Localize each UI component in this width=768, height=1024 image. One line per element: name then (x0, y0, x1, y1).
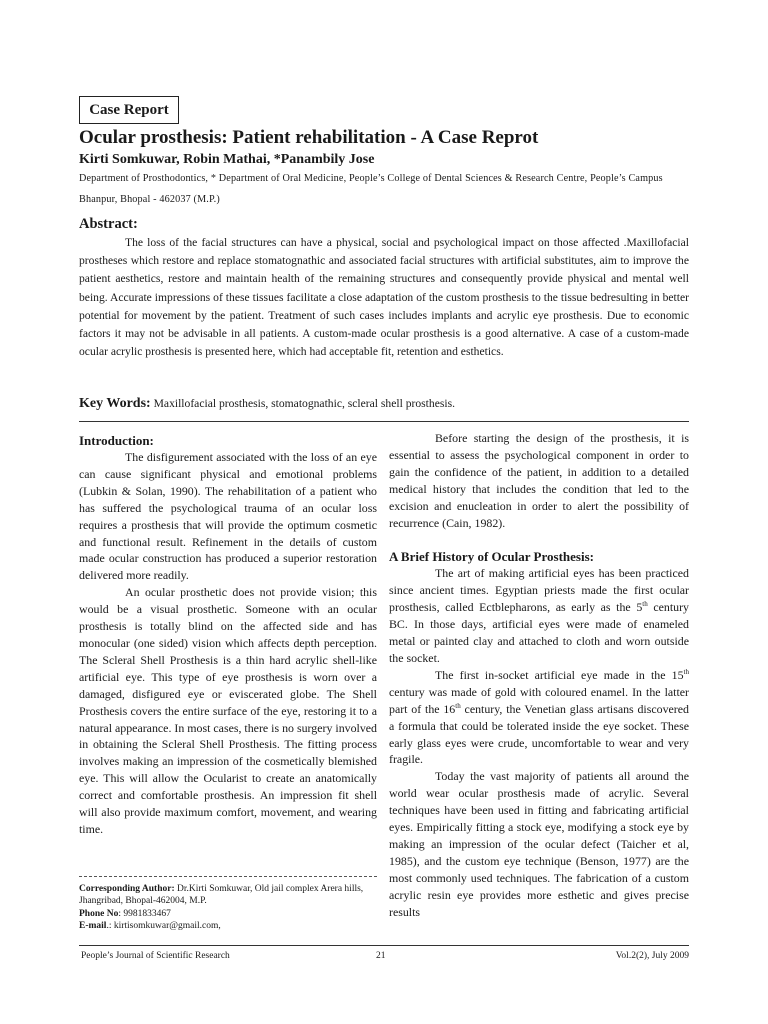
article-title: Ocular prosthesis: Patient rehabilitation - A Case Reprot (79, 127, 539, 148)
affiliation-line-1: Department of Prosthodontics, * Department of Oral Medicine, People’s College of Dental Sciences & Research Centre, People’s Campus (79, 173, 663, 184)
history-p2-text-b: century was made of gold with coloured enamel. In the latter part of the 16 (389, 684, 689, 716)
footnote-divider (79, 876, 377, 877)
abstract-heading: Abstract: (79, 216, 138, 232)
footer-divider (79, 945, 689, 946)
phone-label: Phone No (79, 908, 119, 919)
introduction-paragraph-2: An ocular prosthetic does not provide vision; this would be a visual prosthetic. Someone with an ocular prosthesis is totally blind on the affected side and has monocular (one sided) vision which affects depth perception. The Scleral Shell Prosthesis is a thin hard acrylic shell-like artificial eye. This type of eye prosthesis is worn over a damaged, disfigured eye or eviscerated globe. The Shell Prosthesis covers the entire surface of the eye, restoring it to a natural appearance. In most cases, there is no surgery involved in obtaining the Scleral Shell Prosthesis. The fitting process involves making an impression of the cosmetically blemished eye. This will allow the Ocularist to create an anatomically correct and comfortable prosthesis. An impression fit shell will also provide maximum comfort, movement, and wearing time. (79, 585, 377, 836)
section-divider (79, 421, 689, 422)
authors: Kirti Somkuwar, Robin Mathai, *Panambily Jose (79, 152, 375, 167)
history-heading: A Brief History of Ocular Prosthesis: (389, 549, 594, 565)
history-paragraph-3: Today the vast majority of patients all around the world wear ocular prosthesis made of acrylic. Several techniques have been used in fitting and fabricating artificial eyes. Empirically fitting a stock eye, modifying a stock eye by making an impression of the ocular defect (Taicher et al, 1985), and the custom eye technique (Benson, 1977) are the most commonly used techniques. The fabrication of a custom acrylic resin eye provides more esthetic and gives precise results (389, 769, 689, 919)
footer-volume: Vol.2(2), July 2009 (615, 951, 689, 961)
corresponding-label: Corresponding Author: (79, 884, 175, 894)
footer-page-number: 21 (376, 951, 386, 961)
introduction-paragraph-1: The disfigurement associated with the loss of an eye can cause significant physical and emotional problems (Lubkin & Solan, 1990). The rehabilitation of a patient who has suffered the psychological trauma of an ocular loss requires a prosthesis that will provide the optimum cosmetic and functional result. Refinement in the details of custom made ocular construction has produced a superior restoration delivered more readily. (79, 450, 377, 583)
history-p1-text-b: century BC. In those days, artificial eyes were made of enameled metal or painted clay and attached to cloth and worn outside the socket. (389, 600, 689, 665)
history-paragraph-1 (389, 565, 689, 666)
affiliation-line-2: Bhanpur, Bhopal - 462037 (M.P.) (79, 194, 220, 205)
history-p1-text-a: The art of making artificial eyes has been practiced since ancient times. Egyptian priests made the first ocular prosthesis, called Ectblepharons, as early as the 5 (389, 566, 689, 615)
email-label: E-mail (79, 920, 107, 931)
affiliation (79, 168, 693, 210)
left-column (79, 432, 377, 838)
history-p2-text-a: The first in-socket artificial eye made in the 15 (435, 667, 684, 682)
case-report-label: Case Report (79, 96, 179, 124)
history-p2-text-c: century, the Venetian glass artisans discovered a formula that could be tolerated inside the eye socket. These early glass eyes were crude, uncomfortable to wear and very fragile. (389, 701, 689, 767)
history-p2-sup-1: th (683, 667, 689, 676)
keywords-text: Maxillofacial prosthesis, stomatognathic, scleral shell prosthesis. (153, 397, 455, 410)
corresponding-author (79, 883, 377, 932)
right-column (389, 430, 689, 920)
phone-number: : 9981833467 (118, 908, 171, 919)
history-p2-sup-2: th (455, 701, 461, 710)
corresponding-text: Dr.Kirti Somkuwar, Old jail complex Arera hills, Jhangribad, Bhopal-462004, M.P. (79, 884, 364, 907)
footer-journal: People’s Journal of Scientific Research (81, 951, 230, 961)
history-p1-sup: th (642, 600, 648, 609)
history-paragraph-2 (389, 667, 689, 768)
keywords (79, 396, 689, 412)
email-address: .: kirtisomkuwar@gmail.com, (106, 920, 221, 931)
design-paragraph: Before starting the design of the prosthesis, it is essential to assess the psychological component in order to gain the confidence of the patient, in addition to a detailed medical history that includes the condition that led to the excision and enucleation in order to alert the possibility of recurrence (Cain, 1982). (389, 431, 689, 530)
introduction-heading: Introduction: (79, 433, 154, 448)
abstract-text: The loss of the facial structures can have a physical, social and psychological impact on those affected .Maxillofacial prostheses which restore and replace stomatognathic and associated facial structures with artificial substitutes, aim to improve the patient aesthetics, restore and maintain health of the remaining structures and consequently provide physical and mental well being. Accurate impressions of these tissues facilitate a close adaptation of the custom prosthesis to the tissue bedresulting in better potential for movement by the patient. Treatment of such cases includes implants and acrylic eye prosthesis. Due to economic factors it may not be advisable in all patients. A custom-made ocular prosthesis is a good alternative. A case of a custom-made ocular acrylic prosthesis is presented here, which had acceptable fit, retention and esthetics. (79, 236, 689, 359)
keywords-label: Key Words: (79, 396, 151, 411)
